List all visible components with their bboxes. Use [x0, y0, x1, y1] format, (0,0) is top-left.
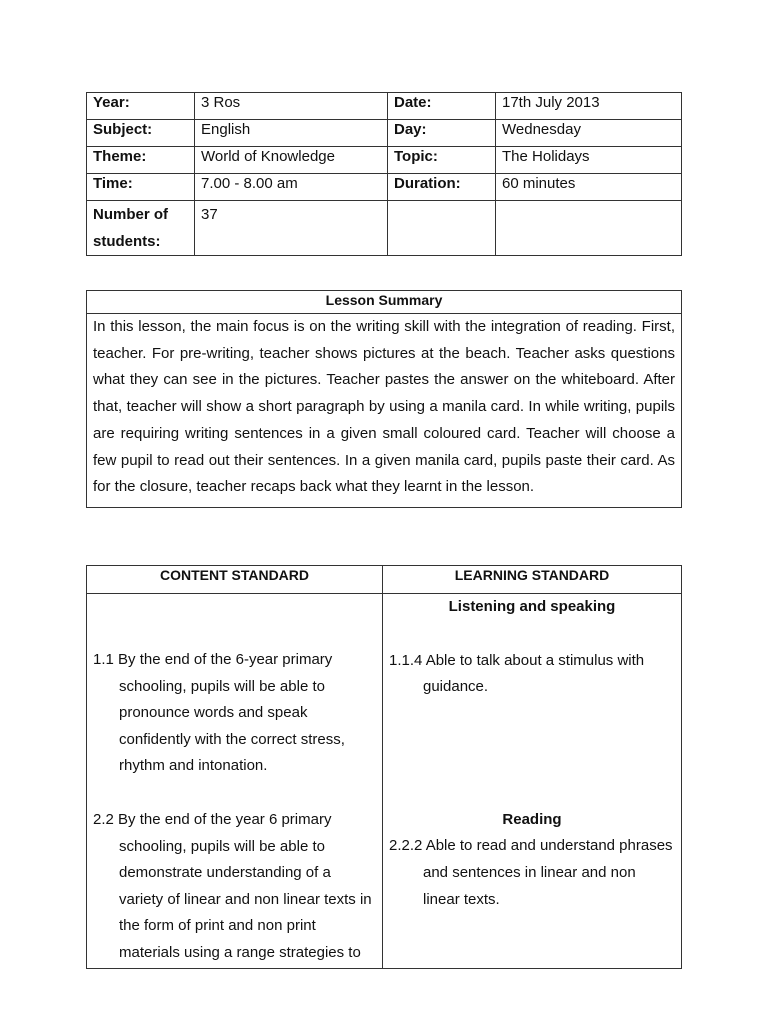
learning-item-1: 1.1.4 Able to talk about a stimulus with guidance.	[389, 651, 645, 696]
content-standard-header: CONTENT STANDARD	[87, 566, 383, 594]
topic-label: Topic:	[388, 147, 496, 174]
students-value: 37	[195, 201, 388, 256]
time-value: 7.00 - 8.00 am	[195, 174, 388, 201]
year-value: 3 Ros	[195, 93, 388, 120]
date-value: 17th July 2013	[496, 93, 682, 120]
time-label: Time:	[87, 174, 195, 201]
subject-label: Subject:	[87, 120, 195, 147]
day-label: Day:	[388, 120, 496, 147]
date-label: Date:	[388, 93, 496, 120]
duration-value: 60 minutes	[496, 174, 682, 201]
learning-standard-cell	[383, 594, 682, 969]
content-standard-cell	[87, 594, 383, 969]
content-item-2: 2.2 By the end of the year 6 primary schooling, pupils will be able to demonstrate understanding of a variety of linear and non linear texts in the form of print and non print materials using a range strategies to	[93, 810, 372, 961]
students-label: Number of students:	[87, 201, 195, 256]
lesson-summary-table	[86, 290, 682, 508]
day-value: Wednesday	[496, 120, 682, 147]
standards-table	[86, 565, 682, 969]
listening-speaking-heading: Listening and speaking	[448, 598, 616, 615]
theme-label: Theme:	[87, 147, 195, 174]
reading-heading: Reading	[502, 810, 562, 828]
empty-cell	[496, 201, 682, 256]
lesson-info-table	[86, 92, 682, 256]
duration-label: Duration:	[388, 174, 496, 201]
learning-item-2: 2.2.2 Able to read and understand phrases and sentences in linear and non linear texts.	[389, 837, 673, 908]
year-label: Year:	[87, 93, 195, 120]
subject-value: English	[195, 120, 388, 147]
summary-text: In this lesson, the main focus is on the writing skill with the integration of reading. First, teacher. For pre-writing, teacher shows pictures at the beach. Teacher asks questions what they can see in the pictures. Teacher pastes the answer on the whiteboard. After that, teacher will show a short paragraph by using a manila card. In while writing, pupils are requiring writing sentences in a given small coloured card. Teacher will choose a few pupil to read out their sentences. In a given manila card, pupils paste their card. As for the closure, teacher recaps back what they learnt in the lesson.	[87, 314, 682, 508]
learning-standard-header: LEARNING STANDARD	[383, 566, 682, 594]
theme-value: World of Knowledge	[195, 147, 388, 174]
summary-title: Lesson Summary	[87, 291, 682, 314]
content-item-1: 1.1 By the end of the 6-year primary schooling, pupils will be able to pronounce words and speak confidently with the correct stress, rhythm and intonation.	[93, 651, 345, 775]
topic-value: The Holidays	[496, 147, 682, 174]
empty-cell	[388, 201, 496, 256]
